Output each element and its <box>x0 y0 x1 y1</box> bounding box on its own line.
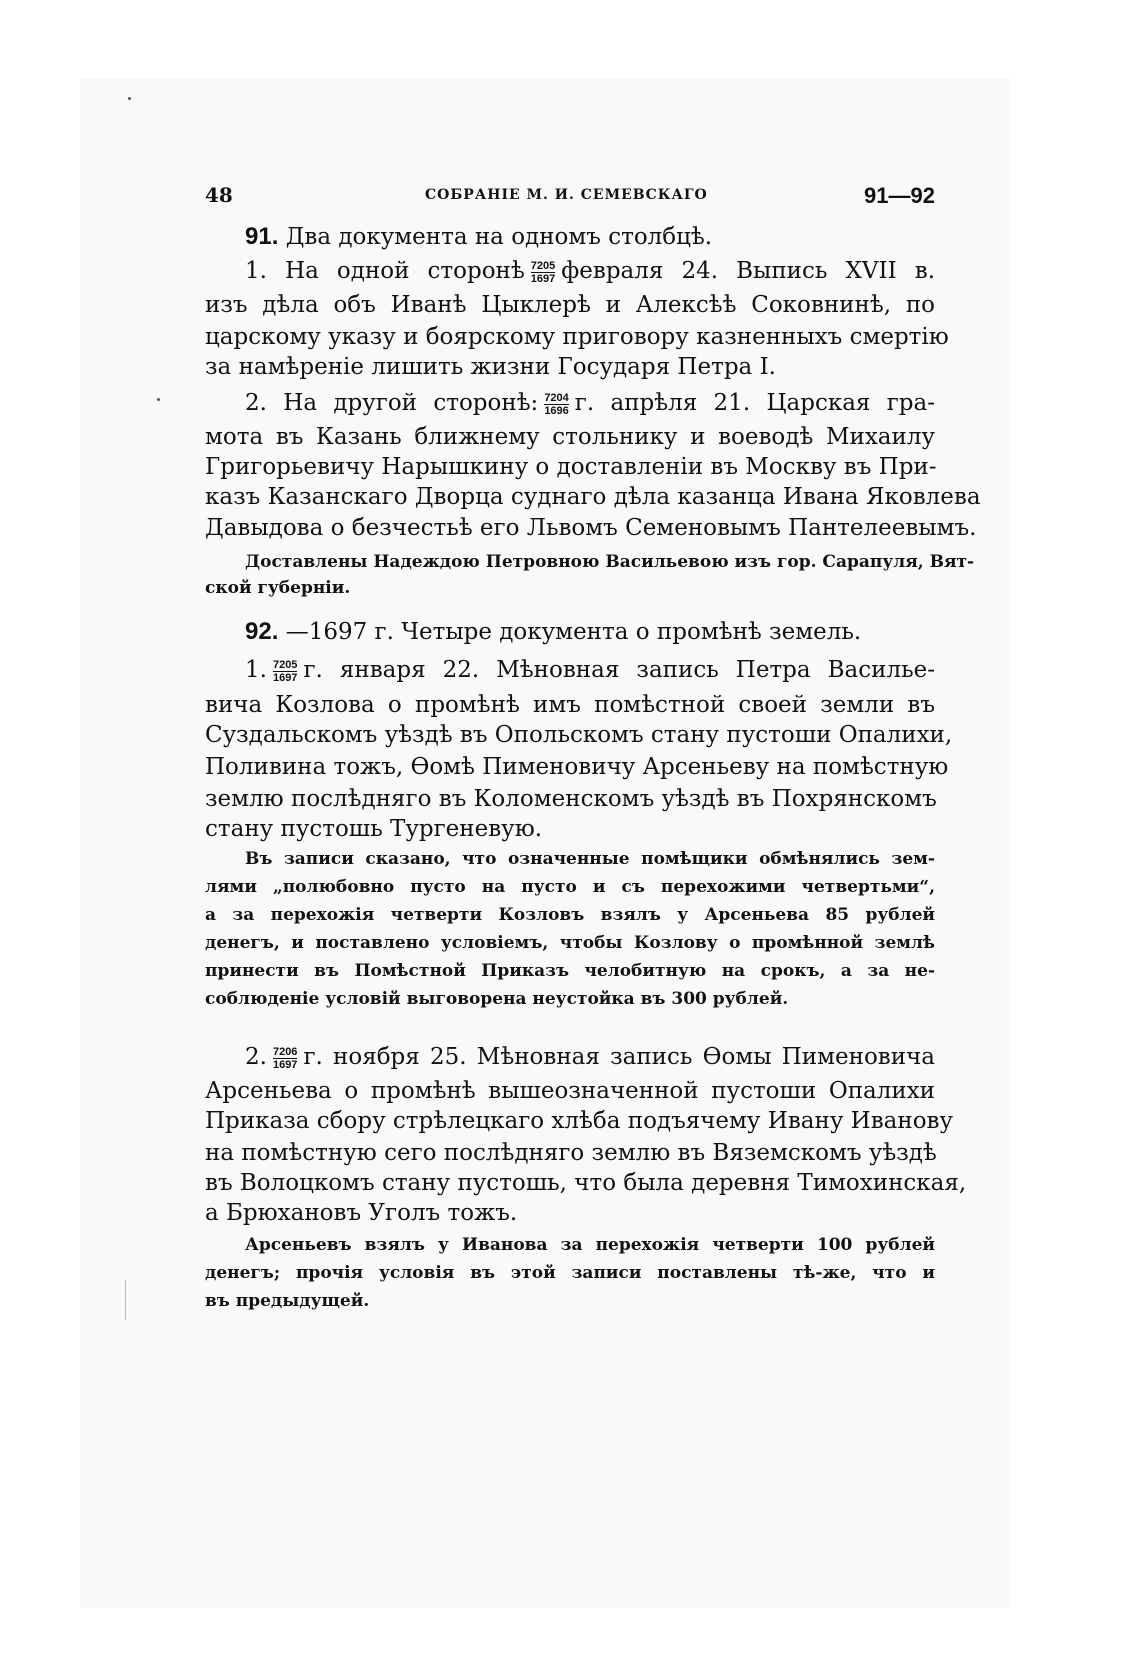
entry-92-note-1-line-1: Въ записи сказано, что означенные помѣщики обмѣнялись зем- <box>245 849 935 869</box>
entry-92-item-1-line-2: вича Козлова о промѣнѣ имъ помѣстной своей земли въ <box>205 692 935 718</box>
entry-91-item-1-line-4: за намѣреніе лишить жизни Государя Петра I. <box>205 354 776 380</box>
entry-92-item-1-line-4: Поливина тожъ, Ѳомѣ Пименовичу Арсеньеву на помѣстную <box>205 754 949 780</box>
entry-92-item-2-line-1: 2. $\frac{7206}{1697}$ г. ноября 25. Мѣновная запись Ѳомы Пименовича <box>245 1044 935 1071</box>
entry-number: 91. <box>245 223 279 250</box>
entry-91-heading <box>205 222 935 252</box>
entry-92-item-1-line-6: стану пустошь Тургеневую. <box>205 816 543 842</box>
date-fraction: $\frac{7205}{1697}$ <box>530 259 556 285</box>
entry-91-note-line-1: Доставлены Надеждою Петровною Васильевою изъ гор. Сарапуля, Вят- <box>245 552 975 572</box>
scan-speck <box>128 97 131 100</box>
date-fraction: $\frac{7204}{1696}$ <box>544 391 569 417</box>
entry-92-note-2-line-1: Арсеньевъ взялъ у Иванова за перехожія четверти 100 рублей <box>245 1235 935 1255</box>
entry-91-item-2-line-2: мота въ Казань ближнему стольнику и воеводѣ Михаилу <box>205 424 935 450</box>
entry-number: 92. <box>245 618 279 645</box>
entry-92-note-1-line-6: соблюденіе условій выговорена неустойка въ 300 рублей. <box>205 989 789 1009</box>
entry-92-item-2-line-6: а Брюхановъ Уголъ тожъ. <box>205 1200 518 1226</box>
page-header <box>205 183 935 213</box>
entry-91-item-2-line-3: Григорьевичу Нарышкину о доставленіи въ Москву въ При- <box>205 454 937 480</box>
entry-title: Два документа на одномъ столбцѣ. <box>285 224 713 250</box>
entry-92-item-1-line-3: Суздальскомъ уѣздѣ въ Опольскомъ стану пустоши Опалихи, <box>205 722 953 748</box>
entry-92-item-2-line-2: Арсеньева о промѣнѣ вышеозначенной пустоши Опалихи <box>205 1078 935 1104</box>
entry-91-item-1-line-2: изъ дѣла объ Иванѣ Цыклерѣ и Алексѣѣ Соковнинѣ, по <box>205 292 935 318</box>
entry-91-item-1-line-1: 1. На одной сторонѣ $\frac{7205}{1697}$ февраля 24. Выпись XVII в. <box>245 258 936 285</box>
page-number: 48 <box>205 183 233 207</box>
date-fraction: $\frac{7205}{1697}$ <box>272 658 298 684</box>
entry-92-note-2-line-2: денегъ; прочія условія въ этой записи поставлены тѣ-же, что и <box>205 1263 935 1283</box>
entry-92-item-2-line-4: на помѣстную сего послѣдняго землю въ Вяземскомъ уѣздѣ <box>205 1140 937 1166</box>
entry-92-note-1-line-4: денегъ, и поставлено условіемъ, чтобы Козлову о промѣнной землѣ <box>205 933 935 953</box>
document-range: 91—92 <box>864 183 935 208</box>
running-title: СОБРАНІЕ М. И. СЕМЕВСКАГО <box>425 187 708 203</box>
entry-91-item-2-line-1: 2. На другой сторонѣ: $\frac{7204}{1696}$ г. апрѣля 21. Царская гра- <box>245 390 936 417</box>
entry-92-note-2-line-3: въ предыдущей. <box>205 1291 370 1311</box>
scan-speck <box>157 398 160 401</box>
entry-91-item-1-line-3: царскому указу и боярскому приговору казненныхъ смертію <box>205 324 949 350</box>
entry-92-note-1-line-2: лями „полюбовно пусто на пусто и съ перехожими четвертьми“, <box>205 877 935 897</box>
entry-92-item-2-line-5: въ Волоцкомъ стану пустошь, что была деревня Тимохинская, <box>205 1170 967 1196</box>
entry-91-note-line-2: ской губерніи. <box>205 578 351 598</box>
entry-91-item-2-line-4: казъ Казанскаго Дворца суднаго дѣла казанца Ивана Яковлева <box>205 484 981 510</box>
entry-91-item-2-line-5: Давыдова о безчестьѣ его Львомъ Семеновымъ Пантелеевымъ. <box>205 515 977 541</box>
entry-92-item-1-line-1: 1. $\frac{7205}{1697}$ г. января 22. Мѣновная запись Петра Василье- <box>245 657 935 684</box>
entry-title: —1697 г. Четыре документа о промѣнѣ земель. <box>285 619 862 645</box>
entry-92-item-1-line-5: землю послѣдняго въ Коломенскомъ уѣздѣ въ Похрянскомъ <box>205 786 937 812</box>
entry-92-heading <box>205 617 935 647</box>
entry-92-note-1-line-3: а за перехожія четверти Козловъ взялъ у Арсеньева 85 рублей <box>205 905 935 925</box>
date-fraction: $\frac{7206}{1697}$ <box>272 1045 298 1071</box>
entry-92-note-1-line-5: принести въ Помѣстной Приказъ челобитную на срокъ, а за не- <box>205 961 935 981</box>
entry-92-item-2-line-3: Приказа сбору стрѣлецкаго хлѣба подъячему Ивану Иванову <box>205 1108 954 1134</box>
scan-line <box>125 1280 126 1320</box>
